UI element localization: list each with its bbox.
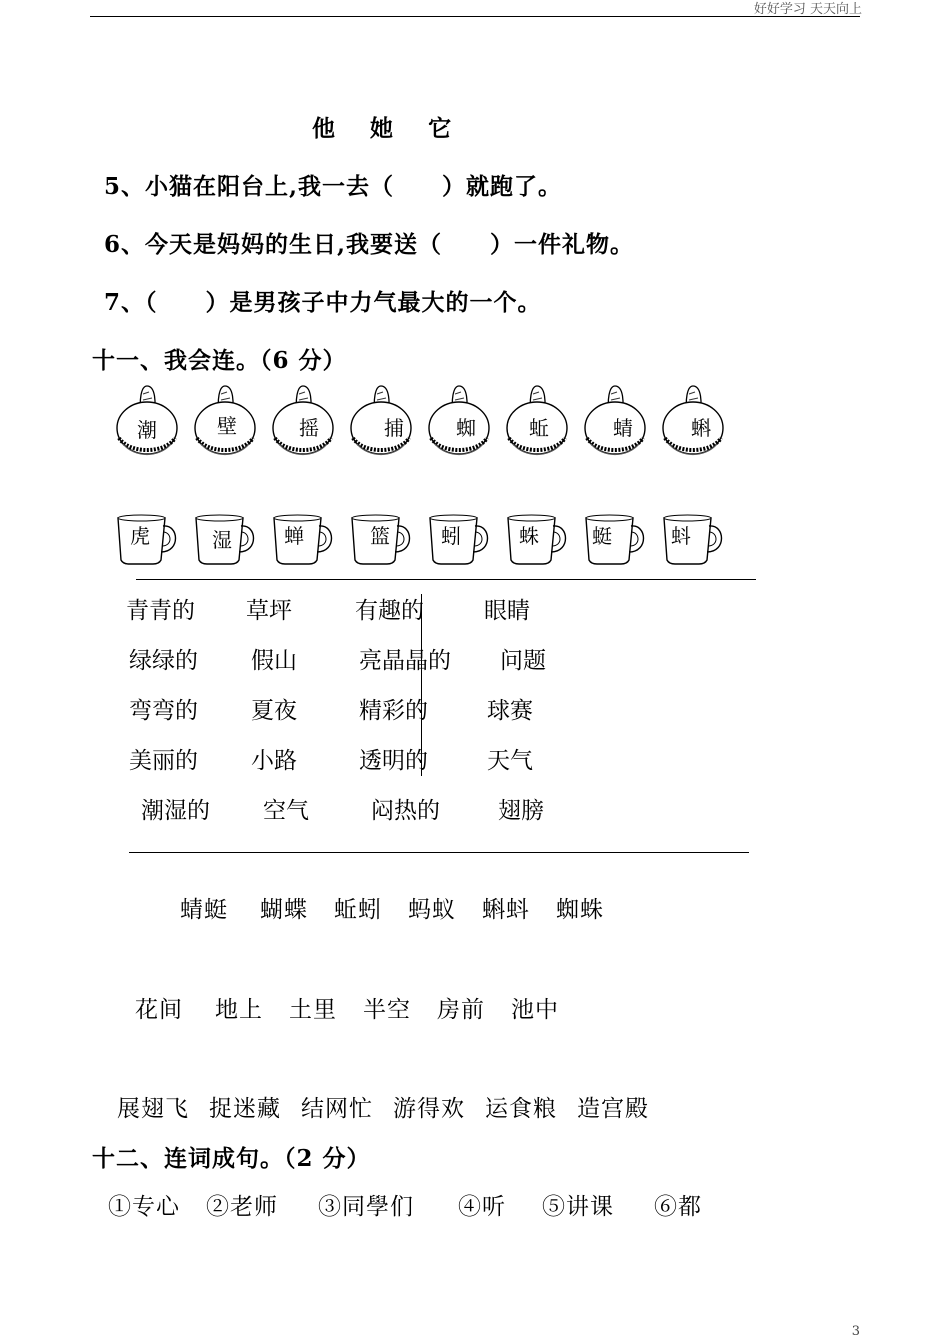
cup-word-5: 蚓 bbox=[441, 524, 461, 548]
pair-word: 天气 bbox=[487, 748, 533, 774]
cup-word-7: 蜓 bbox=[592, 524, 612, 548]
action-word: 运食粮 bbox=[485, 1096, 557, 1122]
page-number: 3 bbox=[851, 1324, 860, 1339]
mushroom-word-8: 蝌 bbox=[691, 416, 711, 440]
pronoun-choices bbox=[312, 110, 452, 143]
pair-word: 有趣的 bbox=[355, 598, 424, 624]
pair-word: 小路 bbox=[251, 748, 297, 774]
pairs-bottom-rule bbox=[129, 852, 749, 853]
pair-word: 弯弯的 bbox=[129, 698, 198, 724]
pronoun-he: 他 bbox=[312, 115, 336, 142]
sentence-word: ②老师 bbox=[206, 1194, 278, 1220]
section-12-words bbox=[108, 1188, 702, 1221]
insect-word: 蚂蚁 bbox=[408, 897, 456, 923]
cup-word-3: 蝉 bbox=[284, 524, 304, 548]
cup-word-6: 蛛 bbox=[519, 524, 539, 548]
pair-word: 球赛 bbox=[487, 698, 533, 724]
action-word: 展翅飞 bbox=[117, 1096, 189, 1122]
cup-word-4: 篮 bbox=[370, 524, 390, 548]
mushroom-word-3: 摇 bbox=[299, 416, 319, 440]
insects-row bbox=[180, 891, 604, 924]
header-text: 好好学习 天天向上 bbox=[753, 2, 862, 17]
places-row bbox=[135, 991, 559, 1024]
pronoun-it: 它 bbox=[428, 115, 453, 142]
pair-word: 美丽的 bbox=[129, 748, 198, 774]
pair-word: 问题 bbox=[500, 648, 546, 674]
sentence-word: ⑤讲课 bbox=[542, 1194, 614, 1220]
question-6: 6、今天是妈妈的生日,我要送（ ）一件礼物。 bbox=[104, 231, 635, 258]
action-word: 造宫殿 bbox=[577, 1096, 649, 1122]
pair-word: 绿绿的 bbox=[129, 648, 198, 674]
pair-word: 空气 bbox=[263, 798, 309, 824]
mushroom-word-1: 潮 bbox=[137, 418, 157, 442]
action-word: 捉迷藏 bbox=[209, 1096, 281, 1122]
sentence-word: ⑥都 bbox=[654, 1194, 702, 1220]
sentence-word: ①专心 bbox=[108, 1194, 180, 1220]
mushroom-row-illustration bbox=[115, 380, 735, 470]
pair-word: 草坪 bbox=[246, 598, 292, 624]
insect-word: 蝴蝶 bbox=[260, 897, 308, 923]
pronoun-she: 她 bbox=[370, 115, 395, 142]
sentence-word: ③同學们 bbox=[318, 1194, 414, 1220]
question-5: 5、小猫在阳台上,我一去（ ）就跑了。 bbox=[104, 173, 563, 200]
action-word: 结网忙 bbox=[301, 1096, 373, 1122]
question-7: 7、（ ）是男孩子中力气最大的一个。 bbox=[104, 289, 542, 316]
place-word: 土里 bbox=[289, 997, 337, 1023]
cup-word-8: 蚪 bbox=[671, 524, 691, 548]
mushroom-word-7: 蜻 bbox=[613, 416, 633, 440]
pair-word: 眼睛 bbox=[484, 598, 530, 624]
mushroom-word-5: 蜘 bbox=[456, 416, 476, 440]
pair-word: 闷热的 bbox=[371, 798, 440, 824]
pair-word: 夏夜 bbox=[251, 698, 297, 724]
place-word: 半空 bbox=[363, 997, 411, 1023]
pair-word: 青青的 bbox=[126, 598, 195, 624]
pairs-top-rule bbox=[136, 579, 756, 580]
insect-word: 蝌蚪 bbox=[482, 897, 530, 923]
mushroom-word-4: 捕 bbox=[384, 416, 404, 440]
cup-word-2: 湿 bbox=[212, 528, 232, 552]
pair-word: 精彩的 bbox=[359, 698, 428, 724]
mushroom-word-2: 壁 bbox=[217, 414, 237, 438]
mushroom-word-6: 蚯 bbox=[529, 416, 549, 440]
place-word: 地上 bbox=[215, 997, 263, 1023]
insect-word: 蚯蚓 bbox=[334, 897, 382, 923]
pair-word: 亮晶晶的 bbox=[359, 648, 451, 674]
pair-word: 假山 bbox=[251, 648, 297, 674]
cup-word-1: 虎 bbox=[130, 524, 150, 548]
actions-row bbox=[117, 1090, 649, 1123]
sentence-word: ④听 bbox=[458, 1194, 506, 1220]
insect-word: 蜻蜓 bbox=[180, 897, 228, 923]
pair-word: 透明的 bbox=[359, 748, 428, 774]
pair-word: 翅膀 bbox=[498, 798, 544, 824]
action-word: 游得欢 bbox=[393, 1096, 465, 1122]
section-11-title: 十一、我会连。（6 分） bbox=[92, 347, 347, 374]
header-rule bbox=[90, 16, 860, 17]
section-12-title: 十二、连词成句。（2 分） bbox=[92, 1145, 371, 1172]
place-word: 房前 bbox=[437, 997, 485, 1023]
place-word: 池中 bbox=[511, 997, 559, 1023]
place-word: 花间 bbox=[135, 997, 183, 1023]
insect-word: 蜘蛛 bbox=[556, 897, 604, 923]
pair-word: 潮湿的 bbox=[141, 798, 210, 824]
